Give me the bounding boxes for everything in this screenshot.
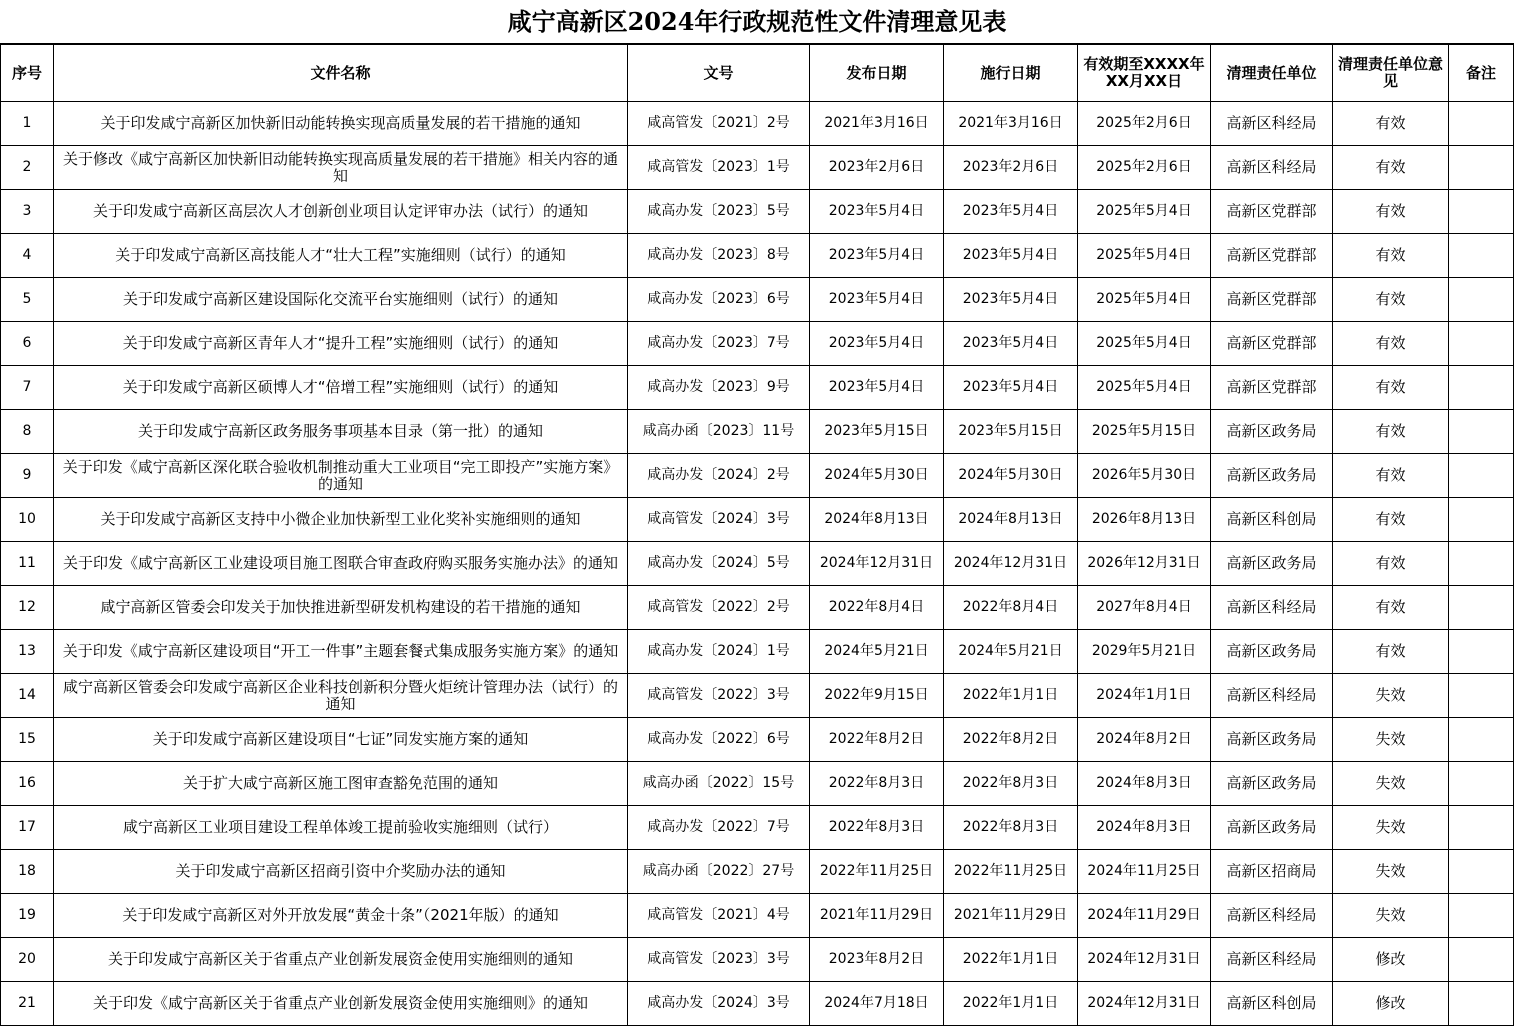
cell-opinion[interactable]: 有效 xyxy=(1333,410,1449,454)
cell-name[interactable]: 关于印发咸宁高新区建设项目“七证”同发实施方案的通知 xyxy=(54,718,628,762)
cell-publish-date[interactable]: 2022年8月4日 xyxy=(810,586,944,630)
cell-effective-date[interactable]: 2022年8月4日 xyxy=(944,586,1078,630)
cell-valid-until[interactable]: 2026年5月30日 xyxy=(1078,454,1211,498)
cell-seq[interactable]: 10 xyxy=(1,498,54,542)
cell-effective-date[interactable]: 2023年5月15日 xyxy=(944,410,1078,454)
cell-effective-date[interactable]: 2022年8月2日 xyxy=(944,718,1078,762)
cell-doc-no[interactable]: 咸高管发〔2023〕1号 xyxy=(628,146,810,190)
cell-valid-until[interactable]: 2025年5月4日 xyxy=(1078,322,1211,366)
cell-effective-date[interactable]: 2024年5月21日 xyxy=(944,630,1078,674)
cell-opinion[interactable]: 失效 xyxy=(1333,806,1449,850)
cell-valid-until[interactable]: 2024年8月3日 xyxy=(1078,762,1211,806)
cell-unit[interactable]: 高新区科经局 xyxy=(1211,146,1333,190)
cell-publish-date[interactable]: 2021年11月29日 xyxy=(810,894,944,938)
cell-opinion[interactable]: 有效 xyxy=(1333,102,1449,146)
cell-doc-no[interactable]: 咸高办发〔2022〕7号 xyxy=(628,806,810,850)
cell-opinion[interactable]: 有效 xyxy=(1333,454,1449,498)
cell-effective-date[interactable]: 2024年12月31日 xyxy=(944,542,1078,586)
table-row xyxy=(1,630,1514,674)
cell-publish-date[interactable]: 2023年5月4日 xyxy=(810,366,944,410)
table-title: 咸宁高新区2024年行政规范性文件清理意见表 xyxy=(0,0,1514,44)
cell-remark[interactable] xyxy=(1449,982,1514,1026)
cell-remark[interactable] xyxy=(1449,586,1514,630)
cell-effective-date[interactable]: 2022年1月1日 xyxy=(944,982,1078,1026)
cell-publish-date[interactable]: 2023年5月4日 xyxy=(810,190,944,234)
table-row xyxy=(1,806,1514,850)
cell-seq[interactable]: 2 xyxy=(1,146,54,190)
cell-effective-date[interactable]: 2022年1月1日 xyxy=(944,938,1078,982)
cell-valid-until[interactable]: 2029年5月21日 xyxy=(1078,630,1211,674)
cell-unit[interactable]: 高新区政务局 xyxy=(1211,718,1333,762)
table-row xyxy=(1,938,1514,982)
cell-seq[interactable]: 3 xyxy=(1,190,54,234)
cell-remark[interactable] xyxy=(1449,718,1514,762)
cell-valid-until[interactable]: 2025年2月6日 xyxy=(1078,146,1211,190)
cell-publish-date[interactable]: 2024年12月31日 xyxy=(810,542,944,586)
cell-doc-no[interactable]: 咸高办发〔2022〕6号 xyxy=(628,718,810,762)
cell-name[interactable]: 关于扩大咸宁高新区施工图审查豁免范围的通知 xyxy=(54,762,628,806)
cell-name[interactable]: 关于印发《咸宁高新区工业建设项目施工图联合审查政府购买服务实施办法》的通知 xyxy=(54,542,628,586)
table-row xyxy=(1,982,1514,1026)
cell-seq[interactable]: 16 xyxy=(1,762,54,806)
cell-opinion[interactable]: 有效 xyxy=(1333,498,1449,542)
cell-doc-no[interactable]: 咸高管发〔2021〕4号 xyxy=(628,894,810,938)
cell-opinion[interactable]: 失效 xyxy=(1333,850,1449,894)
cell-remark[interactable] xyxy=(1449,762,1514,806)
cell-publish-date[interactable]: 2022年8月3日 xyxy=(810,762,944,806)
cell-publish-date[interactable]: 2023年5月4日 xyxy=(810,322,944,366)
table-row xyxy=(1,146,1514,190)
cell-publish-date[interactable]: 2024年7月18日 xyxy=(810,982,944,1026)
cell-doc-no[interactable]: 咸高办发〔2023〕8号 xyxy=(628,234,810,278)
cell-doc-no[interactable]: 咸高办发〔2023〕7号 xyxy=(628,322,810,366)
table-row xyxy=(1,102,1514,146)
cell-remark[interactable] xyxy=(1449,234,1514,278)
cell-valid-until[interactable]: 2024年12月31日 xyxy=(1078,938,1211,982)
cell-valid-until[interactable]: 2025年5月4日 xyxy=(1078,278,1211,322)
cell-seq[interactable]: 21 xyxy=(1,982,54,1026)
cell-seq[interactable]: 19 xyxy=(1,894,54,938)
cell-doc-no[interactable]: 咸高办发〔2023〕9号 xyxy=(628,366,810,410)
table-row xyxy=(1,586,1514,630)
cell-remark[interactable] xyxy=(1449,190,1514,234)
table-row xyxy=(1,454,1514,498)
cell-unit[interactable]: 高新区党群部 xyxy=(1211,322,1333,366)
cell-effective-date[interactable]: 2023年5月4日 xyxy=(944,190,1078,234)
cell-opinion[interactable]: 修改 xyxy=(1333,982,1449,1026)
cell-unit[interactable]: 高新区政务局 xyxy=(1211,542,1333,586)
cell-doc-no[interactable]: 咸高管发〔2023〕3号 xyxy=(628,938,810,982)
cell-seq[interactable]: 20 xyxy=(1,938,54,982)
cell-valid-until[interactable]: 2025年5月4日 xyxy=(1078,366,1211,410)
cell-unit[interactable]: 高新区科经局 xyxy=(1211,674,1333,718)
cell-unit[interactable]: 高新区党群部 xyxy=(1211,234,1333,278)
table-row xyxy=(1,542,1514,586)
cell-unit[interactable]: 高新区政务局 xyxy=(1211,630,1333,674)
cell-remark[interactable] xyxy=(1449,322,1514,366)
cell-remark[interactable] xyxy=(1449,410,1514,454)
cell-effective-date[interactable]: 2023年5月4日 xyxy=(944,322,1078,366)
cell-doc-no[interactable]: 咸高办发〔2024〕3号 xyxy=(628,982,810,1026)
cell-publish-date[interactable]: 2022年8月2日 xyxy=(810,718,944,762)
cell-opinion[interactable]: 有效 xyxy=(1333,542,1449,586)
cell-remark[interactable] xyxy=(1449,146,1514,190)
cell-unit[interactable]: 高新区政务局 xyxy=(1211,762,1333,806)
cell-publish-date[interactable]: 2023年5月4日 xyxy=(810,234,944,278)
cell-effective-date[interactable]: 2024年5月30日 xyxy=(944,454,1078,498)
cell-name[interactable]: 关于印发咸宁高新区对外开放发展“黄金十条”（2021年版）的通知 xyxy=(54,894,628,938)
cell-publish-date[interactable]: 2022年8月3日 xyxy=(810,806,944,850)
table-row xyxy=(1,762,1514,806)
cell-unit[interactable]: 高新区科经局 xyxy=(1211,938,1333,982)
cell-name[interactable]: 关于印发咸宁高新区高技能人才“壮大工程”实施细则（试行）的通知 xyxy=(54,234,628,278)
cell-opinion[interactable]: 失效 xyxy=(1333,718,1449,762)
cell-seq[interactable]: 14 xyxy=(1,674,54,718)
header-opinion: 清理责任单位意见 xyxy=(1333,45,1449,102)
cell-publish-date[interactable]: 2023年5月15日 xyxy=(810,410,944,454)
cell-effective-date[interactable]: 2022年8月3日 xyxy=(944,762,1078,806)
cell-remark[interactable] xyxy=(1449,850,1514,894)
table-row xyxy=(1,278,1514,322)
cell-valid-until[interactable]: 2025年5月15日 xyxy=(1078,410,1211,454)
cell-publish-date[interactable]: 2021年3月16日 xyxy=(810,102,944,146)
cell-name[interactable]: 关于印发咸宁高新区政务服务事项基本目录（第一批）的通知 xyxy=(54,410,628,454)
cell-remark[interactable] xyxy=(1449,938,1514,982)
cell-name[interactable]: 关于印发咸宁高新区关于省重点产业创新发展资金使用实施细则的通知 xyxy=(54,938,628,982)
cell-remark[interactable] xyxy=(1449,278,1514,322)
cell-publish-date[interactable]: 2023年5月4日 xyxy=(810,278,944,322)
table-row xyxy=(1,674,1514,718)
cell-publish-date[interactable]: 2023年8月2日 xyxy=(810,938,944,982)
cell-doc-no[interactable]: 咸高管发〔2022〕2号 xyxy=(628,586,810,630)
cell-seq[interactable]: 15 xyxy=(1,718,54,762)
cell-seq[interactable]: 12 xyxy=(1,586,54,630)
cell-name[interactable]: 关于印发咸宁高新区青年人才“提升工程”实施细则（试行）的通知 xyxy=(54,322,628,366)
table-row xyxy=(1,718,1514,762)
cell-name[interactable]: 关于修改《咸宁高新区加快新旧动能转换实现高质量发展的若干措施》相关内容的通知 xyxy=(54,146,628,190)
cell-effective-date[interactable]: 2021年11月29日 xyxy=(944,894,1078,938)
cell-unit[interactable]: 高新区科经局 xyxy=(1211,586,1333,630)
cell-effective-date[interactable]: 2023年5月4日 xyxy=(944,234,1078,278)
cell-seq[interactable]: 5 xyxy=(1,278,54,322)
cell-unit[interactable]: 高新区党群部 xyxy=(1211,190,1333,234)
cell-remark[interactable] xyxy=(1449,498,1514,542)
cell-opinion[interactable]: 失效 xyxy=(1333,674,1449,718)
cell-publish-date[interactable]: 2024年8月13日 xyxy=(810,498,944,542)
cell-remark[interactable] xyxy=(1449,454,1514,498)
cell-name[interactable]: 关于印发咸宁高新区加快新旧动能转换实现高质量发展的若干措施的通知 xyxy=(54,102,628,146)
cell-opinion[interactable]: 有效 xyxy=(1333,586,1449,630)
cell-seq[interactable]: 6 xyxy=(1,322,54,366)
cell-opinion[interactable]: 有效 xyxy=(1333,234,1449,278)
cell-unit[interactable]: 高新区党群部 xyxy=(1211,366,1333,410)
document-table xyxy=(0,44,1514,1026)
cell-seq[interactable]: 13 xyxy=(1,630,54,674)
cell-effective-date[interactable]: 2023年2月6日 xyxy=(944,146,1078,190)
header-valid-until: 有效期至XXXX年XX月XX日 xyxy=(1078,45,1211,102)
cell-unit[interactable]: 高新区政务局 xyxy=(1211,454,1333,498)
cell-doc-no[interactable]: 咸高办函〔2022〕27号 xyxy=(628,850,810,894)
cell-effective-date[interactable]: 2023年5月4日 xyxy=(944,366,1078,410)
cell-valid-until[interactable]: 2026年12月31日 xyxy=(1078,542,1211,586)
cell-name[interactable]: 咸宁高新区管委会印发咸宁高新区企业科技创新积分暨火炬统计管理办法（试行）的通知 xyxy=(54,674,628,718)
cell-opinion[interactable]: 有效 xyxy=(1333,366,1449,410)
cell-unit[interactable]: 高新区党群部 xyxy=(1211,278,1333,322)
cell-name[interactable]: 关于印发咸宁高新区高层次人才创新创业项目认定评审办法（试行）的通知 xyxy=(54,190,628,234)
cell-unit[interactable]: 高新区政务局 xyxy=(1211,410,1333,454)
cell-unit[interactable]: 高新区招商局 xyxy=(1211,850,1333,894)
header-unit: 清理责任单位 xyxy=(1211,45,1333,102)
cell-doc-no[interactable]: 咸高办发〔2023〕6号 xyxy=(628,278,810,322)
cell-remark[interactable] xyxy=(1449,630,1514,674)
table-row xyxy=(1,366,1514,410)
cell-opinion[interactable]: 有效 xyxy=(1333,322,1449,366)
header-row xyxy=(1,45,1514,102)
table-row xyxy=(1,850,1514,894)
cell-publish-date[interactable]: 2022年9月15日 xyxy=(810,674,944,718)
cell-unit[interactable]: 高新区科经局 xyxy=(1211,102,1333,146)
cell-unit[interactable]: 高新区政务局 xyxy=(1211,806,1333,850)
cell-valid-until[interactable]: 2025年5月4日 xyxy=(1078,234,1211,278)
cell-effective-date[interactable]: 2022年8月3日 xyxy=(944,806,1078,850)
cell-opinion[interactable]: 有效 xyxy=(1333,190,1449,234)
cell-valid-until[interactable]: 2024年11月25日 xyxy=(1078,850,1211,894)
table-row xyxy=(1,322,1514,366)
header-doc-no: 文号 xyxy=(628,45,810,102)
cell-doc-no[interactable]: 咸高管发〔2022〕3号 xyxy=(628,674,810,718)
cell-seq[interactable]: 8 xyxy=(1,410,54,454)
cell-publish-date[interactable]: 2022年11月25日 xyxy=(810,850,944,894)
cell-doc-no[interactable]: 咸高管发〔2021〕2号 xyxy=(628,102,810,146)
cell-seq[interactable]: 18 xyxy=(1,850,54,894)
cell-unit[interactable]: 高新区科创局 xyxy=(1211,498,1333,542)
cell-opinion[interactable]: 失效 xyxy=(1333,894,1449,938)
cell-name[interactable]: 关于印发咸宁高新区支持中小微企业加快新型工业化奖补实施细则的通知 xyxy=(54,498,628,542)
cell-seq[interactable]: 4 xyxy=(1,234,54,278)
cell-name[interactable]: 关于印发咸宁高新区建设国际化交流平台实施细则（试行）的通知 xyxy=(54,278,628,322)
cell-seq[interactable]: 7 xyxy=(1,366,54,410)
cell-doc-no[interactable]: 咸高办函〔2023〕11号 xyxy=(628,410,810,454)
cell-unit[interactable]: 高新区科经局 xyxy=(1211,894,1333,938)
cell-opinion[interactable]: 有效 xyxy=(1333,146,1449,190)
cell-doc-no[interactable]: 咸高管发〔2024〕3号 xyxy=(628,498,810,542)
cell-seq[interactable]: 11 xyxy=(1,542,54,586)
header-publish-date: 发布日期 xyxy=(810,45,944,102)
table-row xyxy=(1,234,1514,278)
cell-remark[interactable] xyxy=(1449,102,1514,146)
cell-doc-no[interactable]: 咸高办函〔2022〕15号 xyxy=(628,762,810,806)
cell-remark[interactable] xyxy=(1449,366,1514,410)
cell-name[interactable]: 关于印发《咸宁高新区建设项目“开工一件事”主题套餐式集成服务实施方案》的通知 xyxy=(54,630,628,674)
cell-opinion[interactable]: 修改 xyxy=(1333,938,1449,982)
cell-name[interactable]: 关于印发咸宁高新区招商引资中介奖励办法的通知 xyxy=(54,850,628,894)
cell-seq[interactable]: 9 xyxy=(1,454,54,498)
cell-remark[interactable] xyxy=(1449,542,1514,586)
cell-opinion[interactable]: 有效 xyxy=(1333,278,1449,322)
table-row xyxy=(1,410,1514,454)
cell-effective-date[interactable]: 2022年11月25日 xyxy=(944,850,1078,894)
header-effective-date: 施行日期 xyxy=(944,45,1078,102)
table-row xyxy=(1,190,1514,234)
table-row xyxy=(1,498,1514,542)
cell-effective-date[interactable]: 2021年3月16日 xyxy=(944,102,1078,146)
cell-doc-no[interactable]: 咸高办发〔2024〕1号 xyxy=(628,630,810,674)
cell-remark[interactable] xyxy=(1449,806,1514,850)
cell-valid-until[interactable]: 2024年12月31日 xyxy=(1078,982,1211,1026)
cell-seq[interactable]: 1 xyxy=(1,102,54,146)
cell-valid-until[interactable]: 2026年8月13日 xyxy=(1078,498,1211,542)
header-seq: 序号 xyxy=(1,45,54,102)
cell-opinion[interactable]: 失效 xyxy=(1333,762,1449,806)
cell-name[interactable]: 关于印发《咸宁高新区深化联合验收机制推动重大工业项目“完工即投产”实施方案》的通知 xyxy=(54,454,628,498)
cell-publish-date[interactable]: 2024年5月30日 xyxy=(810,454,944,498)
cell-valid-until[interactable]: 2024年8月2日 xyxy=(1078,718,1211,762)
cell-remark[interactable] xyxy=(1449,674,1514,718)
cell-effective-date[interactable]: 2024年8月13日 xyxy=(944,498,1078,542)
cell-opinion[interactable]: 有效 xyxy=(1333,630,1449,674)
cell-doc-no[interactable]: 咸高办发〔2024〕5号 xyxy=(628,542,810,586)
cell-name[interactable]: 关于印发《咸宁高新区关于省重点产业创新发展资金使用实施细则》的通知 xyxy=(54,982,628,1026)
cell-unit[interactable]: 高新区科创局 xyxy=(1211,982,1333,1026)
cell-valid-until[interactable]: 2024年8月3日 xyxy=(1078,806,1211,850)
cell-valid-until[interactable]: 2024年11月29日 xyxy=(1078,894,1211,938)
cell-valid-until[interactable]: 2024年1月1日 xyxy=(1078,674,1211,718)
cell-valid-until[interactable]: 2027年8月4日 xyxy=(1078,586,1211,630)
cell-doc-no[interactable]: 咸高办发〔2024〕2号 xyxy=(628,454,810,498)
cell-name[interactable]: 咸宁高新区工业项目建设工程单体竣工提前验收实施细则（试行） xyxy=(54,806,628,850)
cell-valid-until[interactable]: 2025年5月4日 xyxy=(1078,190,1211,234)
cell-effective-date[interactable]: 2022年1月1日 xyxy=(944,674,1078,718)
cell-doc-no[interactable]: 咸高办发〔2023〕5号 xyxy=(628,190,810,234)
table-row xyxy=(1,894,1514,938)
cell-publish-date[interactable]: 2024年5月21日 xyxy=(810,630,944,674)
header-name: 文件名称 xyxy=(54,45,628,102)
cell-remark[interactable] xyxy=(1449,894,1514,938)
cell-effective-date[interactable]: 2023年5月4日 xyxy=(944,278,1078,322)
cell-name[interactable]: 关于印发咸宁高新区硕博人才“倍增工程”实施细则（试行）的通知 xyxy=(54,366,628,410)
cell-name[interactable]: 咸宁高新区管委会印发关于加快推进新型研发机构建设的若干措施的通知 xyxy=(54,586,628,630)
cell-valid-until[interactable]: 2025年2月6日 xyxy=(1078,102,1211,146)
cell-publish-date[interactable]: 2023年2月6日 xyxy=(810,146,944,190)
header-remark: 备注 xyxy=(1449,45,1514,102)
cell-seq[interactable]: 17 xyxy=(1,806,54,850)
